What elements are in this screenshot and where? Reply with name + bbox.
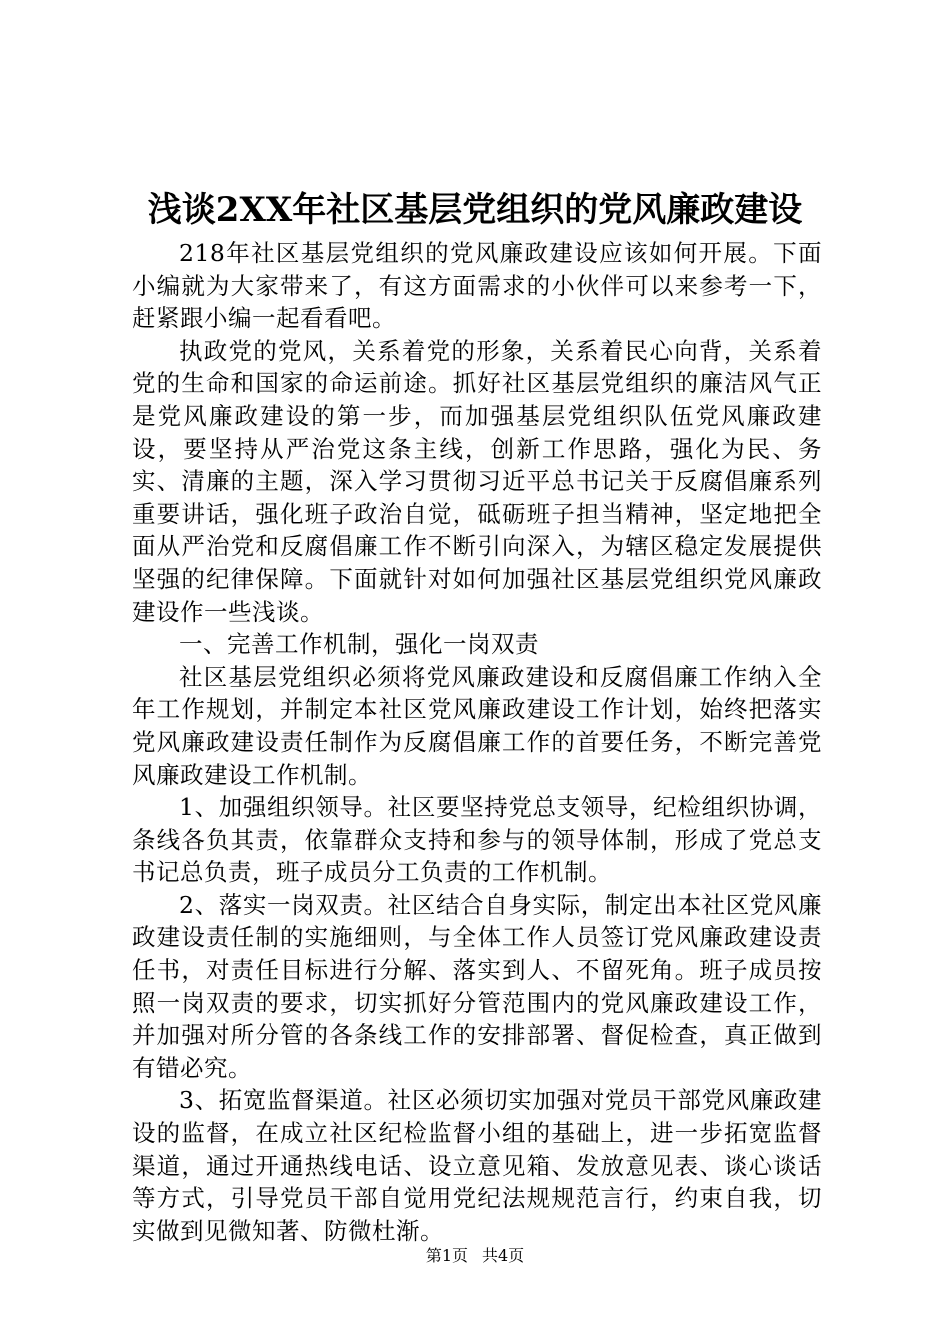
section-heading: 一、完善工作机制，强化一岗双责 [179, 630, 539, 659]
background-paragraph: 执政党的党风，关系着党的形象，关系着民心向背，关系着党的生命和国家的命运前途。抓好社区基层党组织的廉洁风气正是党风廉政建设的第一步，而加强基层党组织队伍党风廉政建设，要坚持从严治党这条主线，创新工作思路，强化为民、务实、清廉的主题，深入学习贯彻习近平总书记关于反腐倡廉系列重要讲话，强化班子政治自觉，砥砺班子担当精神，坚定地把全面从严治党和反腐倡廉工作不断引向深入，为辖区稳定发展提供坚强的纪律保障。下面就针对如何加强社区基层党组织党风廉政建设作一些浅谈。 [132, 336, 822, 626]
section-paragraph: 社区基层党组织必须将党风廉政建设和反腐倡廉工作纳入全年工作规划，并制定本社区党风廉政建设工作计划，始终把落实党风廉政建设责任制作为反腐倡廉工作的首要任务，不断完善党风廉政建设工作机制。 [132, 662, 822, 789]
document-body [132, 237, 822, 1247]
intro-paragraph: 218年社区基层党组织的党风廉政建设应该如何开展。下面小编就为大家带来了，有这方面需求的小伙伴可以来参考一下，赶紧跟小编一起看看吧。 [132, 239, 822, 333]
list-item-paragraph: 2、落实一岗双责。社区结合自身实际，制定出本社区党风廉政建设责任制的实施细则，与全体工作人员签订党风廉政建设责任书，对责任目标进行分解、落实到人、不留死角。班子成员按照一岗双责的要求，切实抓好分管范围内的党风廉政建设工作，并加强对所分管的各条线工作的安排部署、督促检查，真正做到有错必究。 [132, 890, 822, 1082]
page-number-total: 共4页 [482, 1246, 525, 1265]
page-footer [0, 1246, 950, 1266]
document-title: 浅谈2XX年社区基层党组织的党风廉政建设 [147, 190, 803, 230]
list-item-paragraph: 1、加强组织领导。社区要坚持党总支领导，纪检组织协调，条线各负其责，依靠群众支持和参与的领导体制，形成了党总支书记总负责，班子成员分工负责的工作机制。 [132, 793, 822, 887]
page-number-current: 第1页 [425, 1246, 468, 1265]
list-item-paragraph: 3、拓宽监督渠道。社区必须切实加强对党员干部党风廉政建设的监督，在成立社区纪检监督小组的基础上，进一步拓宽监督渠道，通过开通热线电话、设立意见箱、发放意见表、谈心谈话等方式，引导党员干部自觉用党纪法规规范言行，约束自我，切实做到见微知著、防微杜渐。 [132, 1086, 822, 1245]
